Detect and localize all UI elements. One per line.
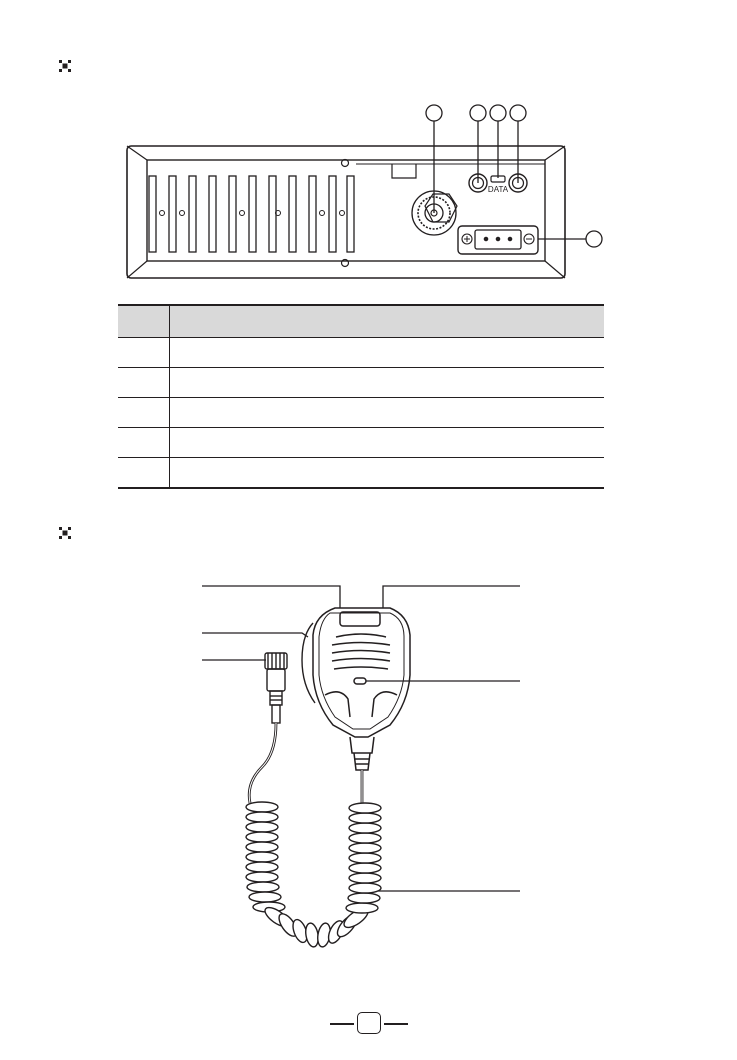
callout-leader: [202, 633, 308, 637]
mic-connector: [265, 653, 287, 723]
table-row: [118, 338, 604, 368]
microphone-body: [302, 608, 410, 770]
callout-circle: [470, 105, 486, 121]
table-row: [118, 428, 604, 458]
page-number-dash: [384, 1023, 408, 1025]
callout-leader: [383, 586, 520, 608]
callout-circle: [490, 105, 506, 121]
table-cell-description: [170, 398, 605, 428]
callout-leader: [202, 586, 340, 608]
rear-panel-diagram: [120, 98, 610, 284]
mic-cable: [249, 723, 276, 803]
page-number-dash: [330, 1023, 354, 1025]
section-bullet-icon: [59, 60, 71, 72]
table-cell-number: [118, 338, 170, 368]
section-bullet-icon: [59, 527, 71, 539]
table-cell-number: [118, 428, 170, 458]
table-row: [118, 458, 604, 489]
table-cell-description: [170, 458, 605, 489]
table-header-number: [118, 305, 170, 338]
table-cell-number: [118, 458, 170, 489]
table-header-row: [118, 305, 604, 338]
callout-circle: [426, 105, 442, 121]
table-header-description: [170, 305, 605, 338]
table-row: [118, 398, 604, 428]
table-cell-number: [118, 398, 170, 428]
table-cell-number: [118, 368, 170, 398]
table-cell-description: [170, 428, 605, 458]
table-cell-description: [170, 368, 605, 398]
microphone-diagram: [190, 575, 530, 970]
data-port-label: DATA: [487, 185, 509, 194]
coiled-cord: [246, 802, 381, 948]
callout-circle: [586, 231, 602, 247]
callout-circle: [510, 105, 526, 121]
table-cell-description: [170, 338, 605, 368]
page-number: [357, 1012, 381, 1034]
table-row: [118, 368, 604, 398]
power-connector: [458, 226, 538, 254]
parts-table: [118, 304, 604, 489]
